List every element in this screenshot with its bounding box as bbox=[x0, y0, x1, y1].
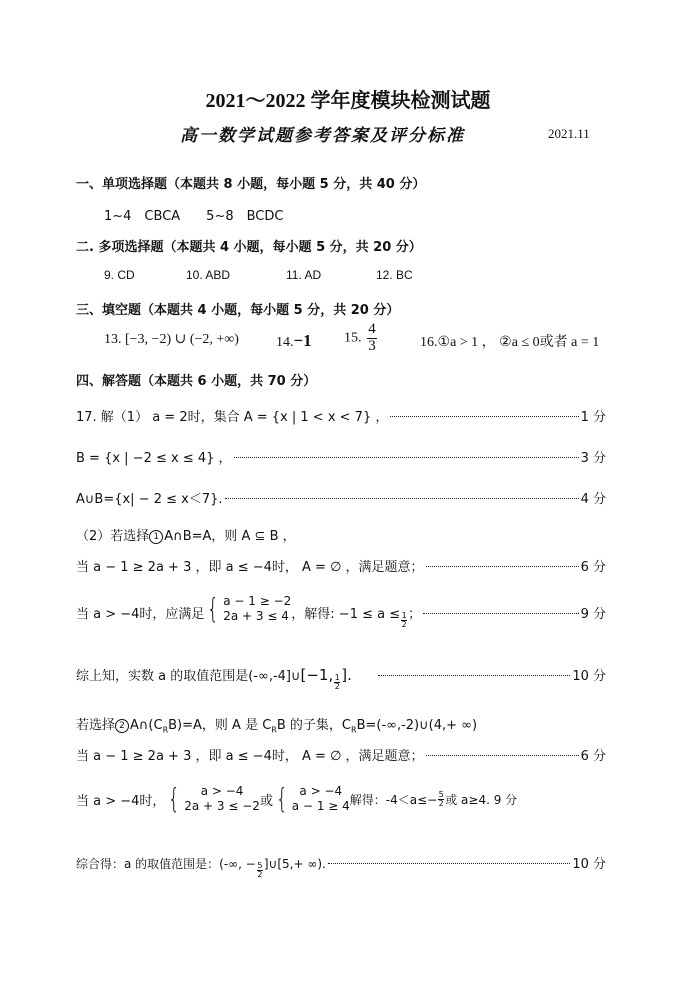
answer-10: 10. ABD bbox=[186, 268, 231, 282]
choice2-summary bbox=[76, 853, 606, 879]
system-line-2: 2a + 3 ≤ 4 bbox=[223, 609, 289, 623]
q16-part1: a > 1 ， bbox=[450, 335, 496, 350]
summary-text: 综上知，实数 a 的取值范围是(-∞,-4]∪ bbox=[76, 669, 301, 684]
system-b-line-2: a − 1 ≥ 4 bbox=[291, 799, 350, 813]
q17-line3 bbox=[76, 488, 606, 507]
denominator: 2 bbox=[438, 798, 444, 808]
score-3: 3 分 bbox=[580, 451, 606, 466]
half-fraction bbox=[334, 674, 340, 691]
section1-answers: 1~4 CBCA 5~8 BCDC bbox=[104, 209, 284, 224]
choice1-prefix: （2）若选择 bbox=[76, 529, 150, 544]
q16-part2: a ≤ 0或者 a = 1 bbox=[511, 335, 600, 350]
leader-dots bbox=[234, 457, 579, 458]
choice2-line2 bbox=[76, 784, 517, 814]
five-halves-fraction bbox=[438, 791, 444, 808]
choice2-line1 bbox=[76, 745, 606, 764]
denominator: 2 bbox=[401, 620, 407, 629]
section3-heading: 三、填空题（本题共 4 小题，每小题 5 分，共 20 分） bbox=[76, 303, 400, 318]
q16-circle-2: ② bbox=[499, 335, 512, 350]
leader-dots bbox=[390, 416, 578, 417]
choice2-prefix: 若选择 bbox=[76, 718, 116, 733]
choice2-line2-pre: 当 a > −4时， bbox=[76, 793, 166, 809]
answer-12: 12. BC bbox=[376, 268, 413, 282]
section1-heading: 一、单项选择题（本题共 8 小题，每小题 5 分，共 40 分） bbox=[76, 177, 426, 192]
choice2-solve-end: 或 a≥4. 9 分 bbox=[445, 792, 518, 807]
circled-2: 2 bbox=[115, 719, 129, 733]
system-b-line-1: a > −4 bbox=[299, 784, 343, 798]
answer-14 bbox=[276, 331, 312, 351]
inequality-system: { a − 1 ≥ −2 2a + 3 ≤ 4 bbox=[207, 592, 292, 625]
numerator: 5 bbox=[438, 789, 444, 799]
part2-line1-text: 当 a − 1 ≥ 2a + 3 ，即 a ≤ −4时， A = ∅ ，满足题意； bbox=[76, 560, 424, 575]
part2-line1 bbox=[76, 556, 606, 575]
system-a-line-2: 2a + 3 ≤ −2 bbox=[184, 799, 260, 813]
section4-heading: 四、解答题（本题共 6 小题，共 70 分） bbox=[76, 374, 317, 389]
choice2-summary-end: ]∪[5,+ ∞). bbox=[263, 857, 326, 871]
choice2-text3: B 的子集，C bbox=[276, 718, 351, 733]
q14-answer: −1 bbox=[293, 331, 312, 350]
subscript-r: R bbox=[271, 725, 277, 735]
interval-close: ]. bbox=[341, 666, 352, 684]
numerator: 1 bbox=[334, 673, 340, 682]
part2-line2-solve: ，解得: −1 ≤ a ≤ bbox=[291, 607, 401, 622]
leader-dots bbox=[423, 613, 578, 614]
part2-summary bbox=[76, 665, 606, 691]
half-fraction bbox=[401, 612, 407, 629]
q16-circle-1: ① bbox=[437, 335, 451, 350]
score-10: 10 分 bbox=[572, 669, 606, 684]
document-subtitle: 高一数学试题参考答案及评分标准 bbox=[180, 126, 465, 146]
leader-dots bbox=[225, 498, 579, 499]
q15-fraction bbox=[367, 322, 377, 355]
choice2-text4: B=(-∞,-2)∪(4,+ ∞) bbox=[356, 718, 478, 733]
choice2-line1-text: 当 a − 1 ≥ 2a + 3 ，即 a ≤ −4时， A = ∅ ，满足题意； bbox=[76, 749, 424, 764]
answer-16 bbox=[420, 331, 599, 351]
choice2-summary-text: 综合得：a 的取值范围是：(-∞, − bbox=[76, 857, 256, 871]
or-word: 或 bbox=[259, 793, 273, 809]
document-title: 2021～2022 学年度模块检测试题 bbox=[205, 90, 491, 112]
score-10: 10 分 bbox=[572, 857, 606, 872]
leader-dots bbox=[426, 566, 579, 567]
q17-line2 bbox=[76, 447, 606, 466]
score-1: 1 分 bbox=[580, 410, 606, 425]
system-a-line-1: a > −4 bbox=[200, 784, 244, 798]
choice2-text2: B)=A，则 A 是 C bbox=[168, 718, 272, 733]
part2-line2-pre: 当 a > −4时，应满足 bbox=[76, 607, 205, 622]
score-6: 6 分 bbox=[580, 749, 606, 764]
circled-1: 1 bbox=[149, 530, 163, 544]
answer-11: 11. AD bbox=[286, 268, 322, 282]
choice1-text: A∩B=A，则 A ⊆ B ， bbox=[164, 529, 296, 544]
q15-denominator: 3 bbox=[368, 337, 376, 354]
q16-label: 16. bbox=[420, 335, 438, 350]
answer-9: 9. CD bbox=[104, 268, 135, 282]
q15-numerator: 4 bbox=[368, 321, 376, 337]
part2-choice1 bbox=[76, 525, 296, 544]
q17-line3-text: A∪B={x| − 2 ≤ x＜7}. bbox=[76, 492, 223, 507]
inequality-system-a: { a > −4 2a + 3 ≤ −2 bbox=[168, 782, 260, 815]
numerator: 1 bbox=[401, 611, 407, 620]
choice2-solve: 解得：-4＜a≤− bbox=[349, 792, 438, 807]
q13-label: 13. bbox=[104, 332, 122, 347]
q15-label: 15. bbox=[344, 330, 362, 346]
answer-13 bbox=[104, 331, 239, 348]
answer-15 bbox=[344, 322, 379, 355]
inequality-system-b: { a > −4 a − 1 ≥ 4 bbox=[275, 782, 350, 815]
part2-line2 bbox=[76, 594, 606, 629]
section2-heading: 二. 多项选择题（本题共 4 小题，每小题 5 分，共 20 分） bbox=[76, 240, 422, 255]
leader-dots bbox=[426, 755, 579, 756]
semicolon: ； bbox=[408, 607, 422, 622]
document-date: 2021.11 bbox=[548, 126, 590, 141]
subscript-r: R bbox=[162, 725, 169, 735]
leader-dots bbox=[378, 675, 570, 676]
interval-open: [−1, bbox=[300, 666, 334, 684]
numerator: 5 bbox=[257, 861, 263, 870]
denominator: 2 bbox=[257, 870, 263, 879]
five-halves-fraction bbox=[257, 862, 263, 879]
choice2-line bbox=[76, 714, 477, 735]
score-9: 9 分 bbox=[580, 607, 606, 622]
subscript-r: R bbox=[351, 725, 357, 735]
system-line-1: a − 1 ≥ −2 bbox=[223, 594, 292, 608]
q17-line1-text: 17. 解（1） a = 2时，集合 A = {x | 1 < x < 7} ， bbox=[76, 410, 389, 425]
score-4: 4 分 bbox=[580, 492, 606, 507]
q14-label: 14. bbox=[276, 335, 294, 350]
q17-line1 bbox=[76, 406, 606, 425]
q13-answer: [−3, −2) ∪ (−2, +∞) bbox=[125, 332, 239, 347]
leader-dots bbox=[328, 863, 570, 864]
choice2-text: A∩(C bbox=[130, 718, 163, 733]
q17-line2-text: B = {x | −2 ≤ x ≤ 4} ， bbox=[76, 451, 232, 466]
denominator: 2 bbox=[334, 682, 340, 691]
score-6: 6 分 bbox=[580, 560, 606, 575]
